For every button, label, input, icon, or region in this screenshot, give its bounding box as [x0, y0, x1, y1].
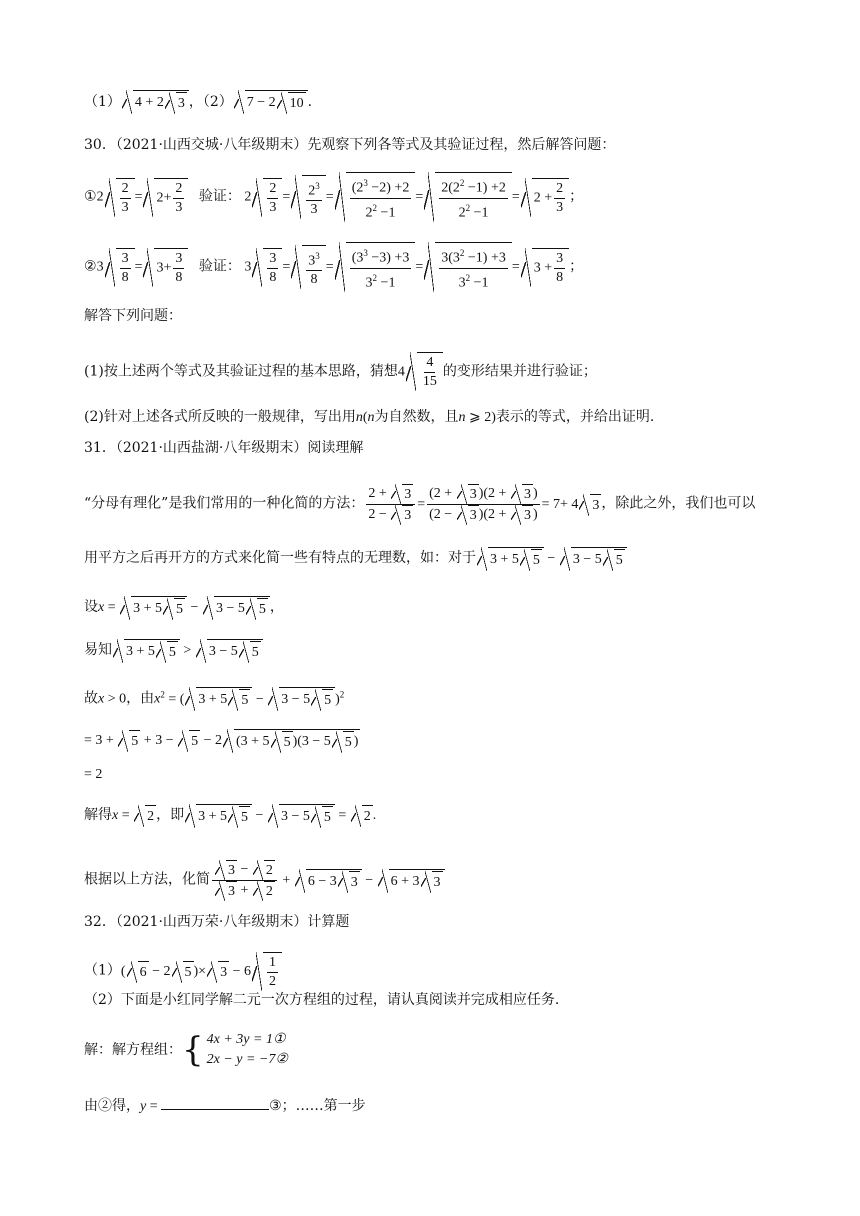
- q29-line: （1） 4 + 2 3 ，（2） 7 − 2 10 .: [84, 90, 312, 114]
- q32-heading: 32．（2021·山西万荣·八年级期末）计算题: [84, 914, 350, 930]
- q31-heading: 31．（2021·山西盐湖·八年级期末）阅读理解: [84, 440, 364, 456]
- q30-sub2: (2)针对上述各式所反映的一般规律，写出用n(n为自然数，且n ⩾ 2)表示的等式，并给出证明.: [84, 409, 655, 425]
- q31-therefore: 故x > 0，由$x^2$ = ( 3 + 5 5 − 3 − 5 5 )$^2$: [84, 684, 344, 711]
- q31-set-x: 设x = 3 + 5 5 − 3 − 5 5 ，: [84, 596, 284, 620]
- q32-eq1: 4x + 3y = 1①: [206, 1032, 286, 1047]
- q31-solved: 解得x = 2 ，即 3 + 5 5 − 3 − 5 5 = 2 .: [84, 804, 376, 828]
- q29-part1-label: （1）: [84, 94, 121, 110]
- q30-equation-2: ②3 $\frac{3}{8}$ = 3+ $\frac{3}{8}$ 验证： 3 $\frac{3}{8}$ = $\frac{3^3}{8}$ = $\frac{(3^3 -3) +3}{3^2 -1}$ = $\frac{3(3^2 -1) +3}{3^2 -1}$ = 3 + $\frac{3}{8}$ ；: [84, 242, 583, 292]
- q31-known: 易知 3 + 5 5 > 3 − 5 5: [84, 639, 263, 663]
- q30-heading: 30．（2021·山西交城·八年级期末）先观察下列各等式及其验证过程，然后解答问题：: [84, 137, 616, 153]
- q30-equation-1: ①2 $\frac{2}{3}$ = 2+ $\frac{2}{3}$ 验证： 2 $\frac{2}{3}$ = $\frac{2^3}{3}$ = $\frac{(2^3 -2) +2}{2^2 -1}$ = $\frac{2(2^2 -1) +2}{2^2 -1}$ = 2 + $\frac{2}{3}$ ；: [84, 172, 583, 222]
- q31-expand: = 3 + 5 + 3 − 5 − 2 (3 + 5 5 )(3 − 5 5 ): [84, 729, 360, 753]
- q29-expr1: 4 + 2 3: [122, 90, 189, 114]
- q31-task: 根据以上方法，化简 $\frac{3 - 2}{3 + 2}$ + 6 − 3 3 − 6 + 3 3: [84, 860, 445, 901]
- q30-eq1-label: ①: [84, 189, 97, 205]
- q31-result: = 2: [84, 767, 103, 782]
- q29-part2-label: （2）: [202, 94, 233, 110]
- q30-eq1-verify: 验证：: [198, 189, 241, 205]
- q29-expr2: 7 − 2 10: [234, 90, 308, 114]
- q32-part2: （2）下面是小红同学解二元一次方程组的过程，请认真阅读并完成相应任务.: [84, 992, 560, 1008]
- q32-step1: 由②得，y = ③；……第一步: [84, 1095, 366, 1117]
- q30-eq2-label: ②: [84, 259, 97, 275]
- q32-part1: （1）( 6 − 2 5 )× 3 − 6 $\frac{1}{2}$: [84, 952, 282, 991]
- q31-intro: “分母有理化”是我们常用的一种化简的方法： $\frac{2 + 3}{2 - 3}$ = $\frac{(2 + 3 )(2 + 3 )}{(2 - 3 )(2 + 3 )}$ = 7+ 4 3 ，除此之外，我们也可以: [84, 484, 755, 525]
- q30-eq2-verify: 验证：: [198, 259, 241, 275]
- q30-sub1: (1)按上述两个等式及其验证过程的基本思路，猜想4 $\frac{4}{15}$ 的变形结果并进行验证；: [84, 352, 597, 391]
- answer-blank[interactable]: [161, 1095, 269, 1110]
- q30-solve-intro: 解答下列问题：: [84, 308, 182, 324]
- q31-line2: 用平方之后再开方的方式来化简一些有特点的无理数，如：对于 3 + 5 5 − 3 − 5 5: [84, 547, 627, 571]
- q29-comma: ，: [188, 94, 203, 110]
- q32-eq2: 2x − y = −7②: [206, 1052, 288, 1067]
- q32-system: 解：解方程组： { 4x + 3y = 1① 2x − y = −7②: [84, 1030, 288, 1070]
